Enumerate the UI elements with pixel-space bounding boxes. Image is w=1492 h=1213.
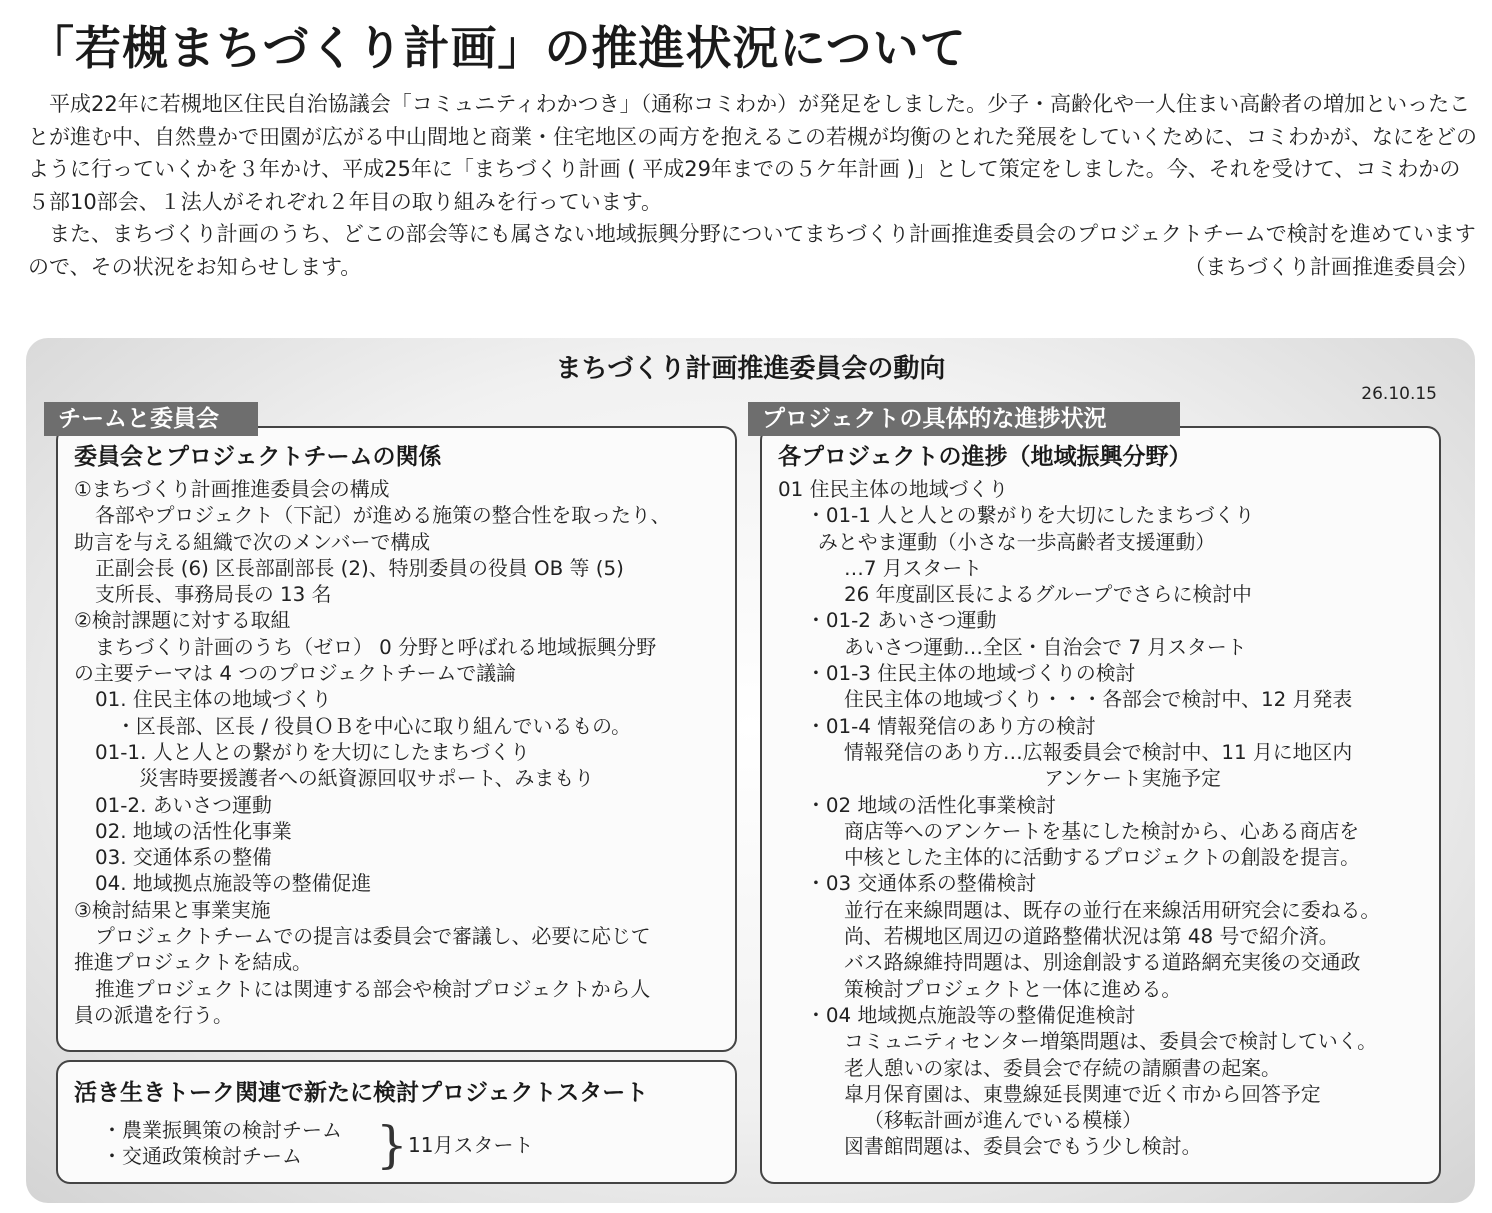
text-line: 中核とした主体的に活動するプロジェクトの創設を提言。	[844, 846, 1360, 870]
text-line: 02. 地域の活性化事業	[95, 819, 292, 843]
text-line: 各部やプロジェクト（下記）が進める施策の整合性を取ったり、	[95, 504, 671, 528]
text-line: 尚、若槻地区周辺の道路整備状況は第 48 号で紹介済。	[844, 925, 1339, 949]
text-line: ・04 地域拠点施設等の整備促進検討	[806, 1003, 1136, 1027]
text-line: アンケート実施予定	[1044, 767, 1221, 791]
text-line: 支所長、事務局長の 13 名	[95, 583, 332, 607]
progress-heading: 各プロジェクトの進捗（地域振興分野）	[778, 444, 1192, 470]
text-line: 皐月保育園は、東豊線延長関連で近く市から回答予定	[844, 1082, 1321, 1106]
text-line: ・02 地域の活性化事業検討	[806, 793, 1057, 817]
text-line: ・区長部、区長 / 役員ＯＢを中心に取り組んでいるもの。	[116, 714, 632, 738]
text-line: バス路線維持問題は、別途創設する道路網充実後の交通政	[844, 951, 1361, 975]
text-line: ・01-1 人と人との繋がりを大切にしたまちづくり	[806, 504, 1255, 528]
panel-title: まちづくり計画推進委員会の動向	[555, 354, 946, 384]
text-line: ②検討課題に対する取組	[74, 609, 291, 633]
text-line: プロジェクトチームでの提言は委員会で審議し、必要に応じて	[95, 925, 651, 949]
text-line: まちづくり計画のうち（ゼロ） 0 分野と呼ばれる地域振興分野	[95, 635, 657, 659]
text-line: 災害時要援護者への紙資源回収サポート、みまもり	[139, 767, 594, 791]
tab-project-progress: プロジェクトの具体的な進捗状況	[748, 402, 1180, 436]
list-item: ・交通政策検討チーム	[102, 1144, 302, 1169]
relationship-heading: 委員会とプロジェクトチームの関係	[74, 444, 442, 470]
text-line: ・03 交通体系の整備検討	[806, 872, 1037, 896]
list-item: ・農業振興策の検討チーム	[102, 1118, 342, 1142]
text-line: 26 年度副区長によるグループでさらに検討中	[844, 583, 1252, 607]
text-line: （移転計画が進んでいる模様）	[864, 1109, 1143, 1133]
text-line: 01-1. 人と人との繋がりを大切にしたまちづくり	[95, 740, 530, 764]
talk-heading: 活き生きトーク関連で新たに検討プロジェクトスタート	[74, 1080, 649, 1106]
text-line: 03. 交通体系の整備	[95, 846, 272, 870]
text-line: コミュニティセンター増築問題は、委員会で検討していく。	[844, 1030, 1378, 1054]
text-line: 住民主体の地域づくり・・・各部会で検討中、12 月発表	[844, 688, 1353, 712]
relationship-box	[56, 426, 737, 1052]
text-line: 商店等へのアンケートを基にした検討から、心ある商店を	[844, 819, 1360, 843]
talk-box	[56, 1060, 737, 1184]
text-line: 並行在来線問題は、既存の並行在来線活用研究会に委ねる。	[844, 898, 1381, 922]
text-line: 助言を与える組織で次のメンバーで構成	[74, 530, 431, 554]
text-line: 正副会長 (6) 区長部副部長 (2)、特別委員の役員 OB 等 (5)	[95, 556, 624, 580]
progress-lines	[778, 477, 1439, 1161]
text-line: ・01-4 情報発信のあり方の検討	[806, 714, 1096, 738]
tab-team-committee: チームと委員会	[44, 402, 258, 436]
intro-credit: （まちづくり計画推進委員会）	[1184, 254, 1478, 279]
text-line: みとやま運動（小さな一歩高齢者支援運動）	[818, 530, 1216, 554]
text-line: 老人憩いの家は、委員会で存続の請願書の起案。	[844, 1056, 1281, 1080]
progress-box	[760, 426, 1441, 1184]
intro-paragraph: 平成22年に若槻地区住民自治協議会「コミュニティわかつき」（通称コミわか）が発足をしました。少子・高齢化や一人住まい高齢者の増加といったことが進む中、自然豊かで田園が広がる中山間地と商業・住宅地区の両方を抱えるこの若槻が均衡のとれた発展をしていくために、コミわかが、なにをどのように行っていくかを３年かけ、平成25年に「まちづくり計画 ( 平成29年までの５ケ年計画 )」として策定をしました。今、それを受けて、コミわかの５部10部会、１法人がそれぞれ２年目の取り組みを行っています。	[28, 92, 1477, 214]
text-line: 01 住民主体の地域づくり	[778, 478, 1009, 501]
text-line: 01-2. あいさつ運動	[95, 793, 272, 817]
panel-date: 26.10.15	[1361, 384, 1437, 404]
brace-icon: }	[376, 1116, 408, 1174]
text-line: …7 月スタート	[844, 556, 983, 580]
text-line: 図書館問題は、委員会でもう少し検討。	[844, 1135, 1202, 1159]
text-line: 推進プロジェクトを結成。	[74, 951, 312, 975]
text-line: 情報発信のあり方…広報委員会で検討中、11 月に地区内	[844, 740, 1353, 764]
intro-text	[28, 88, 1478, 283]
text-line: 員の派遣を行う。	[74, 1003, 233, 1027]
text-line: 04. 地域拠点施設等の整備促進	[95, 872, 372, 896]
text-line: ①まちづくり計画推進委員会の構成	[74, 478, 390, 501]
relationship-lines	[74, 477, 735, 1029]
text-line: ③検討結果と事業実施	[74, 898, 271, 922]
text-line: 策検討プロジェクトと一体に進める。	[844, 977, 1182, 1001]
committee-panel	[26, 338, 1475, 1203]
talk-note: 11月スタート	[408, 1133, 534, 1157]
intro-paragraph: また、まちづくり計画のうち、どこの部会等にも属さない地域振興分野についてまちづくり計画推進委員会のプロジェクトチームで検討を進めていますので、その状況をお知らせします。	[28, 222, 1476, 279]
page-title: 「若槻まちづくり計画」の推進状況について	[28, 21, 967, 75]
text-line: あいさつ運動…全区・自治会で 7 月スタート	[844, 635, 1247, 659]
text-line: 01. 住民主体の地域づくり	[95, 688, 332, 712]
text-line: ・01-2 あいさつ運動	[806, 609, 997, 633]
text-line: の主要テーマは 4 つのプロジェクトチームで議論	[74, 662, 516, 686]
text-line: 推進プロジェクトには関連する部会や検討プロジェクトから人	[95, 977, 651, 1001]
text-line: ・01-3 住民主体の地域づくりの検討	[806, 662, 1136, 686]
